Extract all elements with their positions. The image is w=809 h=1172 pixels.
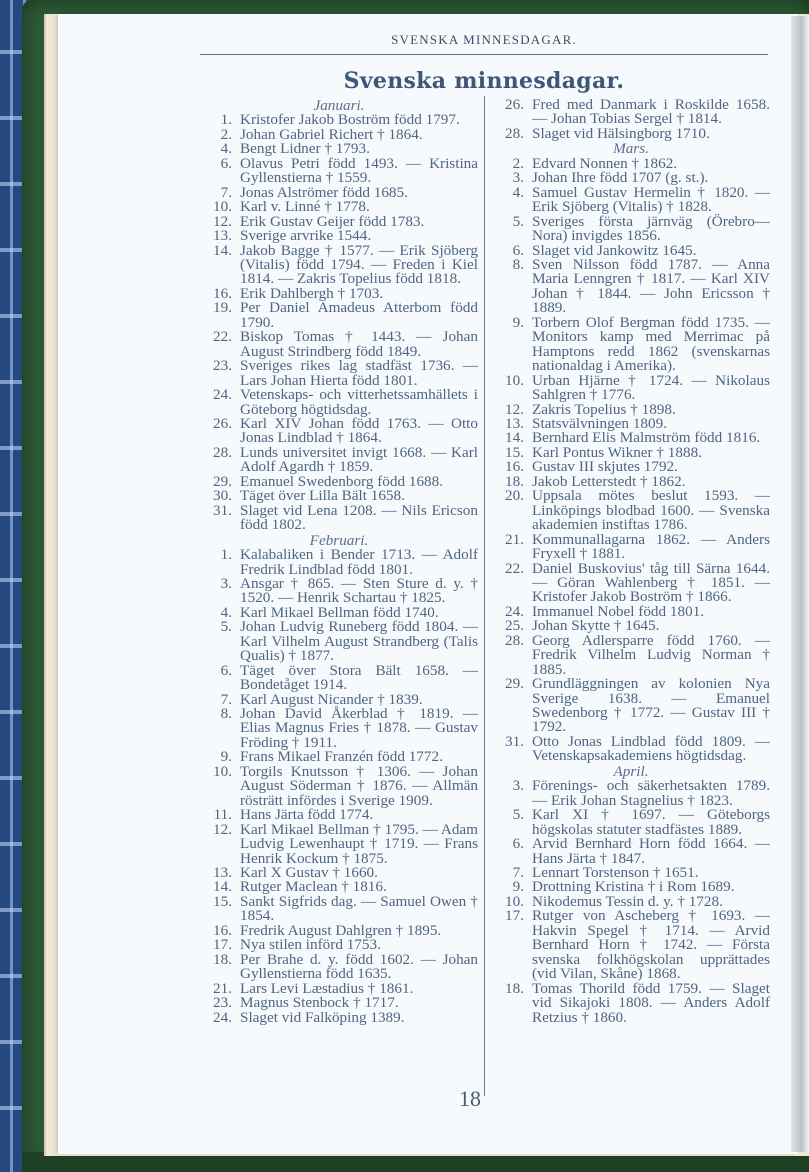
entry-text: Bengt Lidner † 1793. xyxy=(240,140,370,158)
entry-text: Karl v. Linné † 1778. xyxy=(240,198,370,216)
date-entry xyxy=(200,154,478,187)
entry-day: 1. xyxy=(220,546,232,564)
entry-text: Sven Nilsson född 1787. — Anna Maria Lenngren † 1817. — Karl XIV Johan † 1844. — John Ericsson † 1889. xyxy=(532,255,770,317)
date-entry xyxy=(492,255,770,317)
date-entry xyxy=(492,808,770,837)
entry-text: Nya stilen införd 1753. xyxy=(240,936,381,954)
entry-day: 28. xyxy=(505,124,524,142)
entry-text: Uppsala mötes beslut 1593. — Linköpings blodbad 1600. — Svenska akademien instiftas 1786. xyxy=(532,487,770,534)
left-column xyxy=(200,98,478,1025)
entry-day: 3. xyxy=(220,574,232,592)
entry-text: Zakris Topelius † 1898. xyxy=(532,400,676,418)
entry-day: 28. xyxy=(213,443,232,461)
entry-text: Biskop Tomas † 1443. — Johan August Strindberg född 1849. xyxy=(240,328,478,360)
entry-text: Kalabaliken i Bender 1713. — Adolf Fredrik Lindblad född 1801. xyxy=(240,546,478,578)
month-heading: Mars. xyxy=(613,140,649,158)
entry-day: 6. xyxy=(512,835,524,853)
entry-text: Edvard Nonnen † 1862. xyxy=(532,154,678,172)
entry-day: 22. xyxy=(505,559,524,577)
date-entry xyxy=(200,330,478,359)
entry-day: 18. xyxy=(505,979,524,997)
entry-day: 20. xyxy=(505,487,524,505)
right-column xyxy=(492,98,770,1025)
entry-text: Karl X Gustav † 1660. xyxy=(240,864,378,882)
entry-day: 4. xyxy=(220,603,232,621)
page-fore-edge xyxy=(791,16,809,1152)
entry-text: Johan David Åkerblad † 1819. — Elias Magnus Fries † 1878. — Gustav Fröding † 1911. xyxy=(240,705,478,751)
entry-day: 29. xyxy=(213,472,232,490)
date-entry xyxy=(492,979,770,1026)
entry-text: Vetenskaps- och vitterhetssamhällets i Göteborg högtidsdag. xyxy=(240,386,478,418)
date-entry xyxy=(492,124,770,142)
entry-text: Rutger von Ascheberg † 1693. — Hakvin Spegel † 1714. — Arvid Bernhard Horn † 1742. — Första svenska folkhögskolan upprättades (vid Vilan, Skåne) 1868. xyxy=(532,907,770,983)
entry-text: Georg Adlersparre född 1760. — Fredrik Vilhelm Ludvig Norman † 1885. xyxy=(532,631,770,678)
entry-text: Karl XIV Johan född 1763. — Otto Jonas Lindblad † 1864. xyxy=(240,414,478,447)
date-entry xyxy=(200,574,478,607)
entry-day: 13. xyxy=(213,864,232,882)
date-entry xyxy=(492,489,770,532)
entry-day: 19. xyxy=(213,299,232,317)
entry-day: 7. xyxy=(220,183,232,201)
entry-day: 13. xyxy=(213,227,232,245)
entry-text: Torbern Olof Bergman född 1735. — Monitors kamp med Merrimac på Hamptons redd 1862 (svenskarnas nationaldag i Amerika). xyxy=(532,313,770,375)
entry-day: 13. xyxy=(505,414,524,432)
month-heading: April. xyxy=(613,762,649,780)
entry-text: Nikodemus Tessin d. y. † 1728. xyxy=(532,892,723,910)
entry-text: Ansgar † 865. — Sten Sture d. y. † 1520. — Henrik Schartau † 1825. xyxy=(240,574,478,607)
entry-day: 8. xyxy=(512,255,524,273)
entry-text: Slaget vid Jankowitz 1645. xyxy=(532,241,697,259)
date-entry xyxy=(200,501,478,534)
entry-day: 10. xyxy=(213,198,232,216)
entry-day: 12. xyxy=(505,400,524,418)
entry-text: Johan Skytte † 1645. xyxy=(532,617,660,635)
entry-text: Kristofer Jakob Boström född 1797. xyxy=(240,111,460,129)
entry-text: Sverige arvrike 1544. xyxy=(240,227,372,245)
entry-day: 10. xyxy=(505,371,524,389)
entry-text: Sveriges första järnväg (Örebro—Nora) invigdes 1856. xyxy=(532,212,770,245)
entry-text: Kommunallagarna 1862. — Anders Fryxell † 1881. xyxy=(532,530,770,563)
entry-day: 25. xyxy=(505,617,524,635)
entry-text: Karl August Nicander † 1839. xyxy=(240,690,423,708)
entry-text: Jakob Bagge † 1577. — Erik Sjöberg (Vitalis) född 1794. — Freden i Kiel 1814. — Zakris Topelius född 1818. xyxy=(240,241,478,288)
entry-day: 3. xyxy=(512,777,524,795)
entry-text: Lars Levi Læstadius † 1861. xyxy=(240,979,414,997)
month-heading: Februari. xyxy=(309,531,369,549)
date-entry xyxy=(492,631,770,678)
entry-day: 1. xyxy=(220,111,232,129)
entry-day: 31. xyxy=(505,732,524,750)
entry-day: 28. xyxy=(505,631,524,649)
entry-day: 7. xyxy=(220,690,232,708)
date-entry xyxy=(492,212,770,245)
entry-text: Emanuel Swedenborg född 1688. xyxy=(240,472,444,490)
date-entry xyxy=(492,779,770,808)
entry-day: 21. xyxy=(505,530,524,548)
entry-text: Slaget vid Lena 1208. — Nils Ericson född 1802. xyxy=(240,501,478,534)
entry-day: 16. xyxy=(213,284,232,302)
entry-text: Täget över Lilla Bält 1658. xyxy=(240,487,405,505)
entry-day: 3. xyxy=(512,169,524,187)
date-entry xyxy=(200,443,478,476)
entry-day: 26. xyxy=(505,96,524,113)
entry-day: 18. xyxy=(213,950,232,968)
entry-day: 31. xyxy=(213,501,232,519)
entry-text: Hans Järta född 1774. xyxy=(240,806,374,824)
entry-text: Torgils Knutsson † 1306. — Johan August Söderman † 1876. — Allmän rösträtt infördes i Sverige 1909. xyxy=(240,762,478,809)
entry-text: Per Brahe d. y. född 1602. — Johan Gyllenstierna född 1635. xyxy=(240,950,478,983)
entry-day: 4. xyxy=(220,140,232,158)
date-entry xyxy=(492,530,770,563)
entry-text: Slaget vid Falköping 1389. xyxy=(240,1008,405,1026)
entry-day: 6. xyxy=(220,661,232,679)
entry-day: 15. xyxy=(505,443,524,461)
entry-text: Grundläggningen av kolonien Nya Sverige 1638. — Emanuel Swedenborg † 1772. — Gustav III † 1792. xyxy=(532,675,770,736)
date-entry xyxy=(492,183,770,216)
entry-text: Täget över Stora Bält 1658. — Bondetåget 1914. xyxy=(240,661,478,694)
entry-text: Sankt Sigfrids dag. — Samuel Owen † 1854. xyxy=(240,892,478,925)
entry-text: Jakob Letterstedt † 1862. xyxy=(532,472,686,490)
entry-day: 6. xyxy=(220,154,232,172)
entry-text: Fredrik August Dahlgren † 1895. xyxy=(240,921,442,939)
entry-text: Sveriges rikes lag stadfäst 1736. — Lars Johan Hierta född 1801. xyxy=(240,357,478,389)
date-entry xyxy=(492,98,770,127)
entry-text: Johan Gabriel Richert † 1864. xyxy=(240,125,423,143)
entry-day: 16. xyxy=(505,458,524,476)
entry-text: Statsvälvningen 1809. xyxy=(532,414,667,432)
running-head: SVENSKA MINNESDAGAR. xyxy=(391,32,577,47)
date-entry xyxy=(492,371,770,404)
entry-day: 24. xyxy=(505,602,524,620)
entry-text: Per Daniel Amadeus Atterbom född 1790. xyxy=(240,299,478,331)
entry-day: 2. xyxy=(512,154,524,172)
entry-text: Rutger Maclean † 1816. xyxy=(240,878,387,896)
entry-day: 6. xyxy=(512,241,524,259)
date-entry xyxy=(200,762,478,809)
date-entry xyxy=(492,732,770,765)
date-entry xyxy=(200,707,478,750)
entry-day: 18. xyxy=(505,472,524,490)
entry-day: 2. xyxy=(220,125,232,143)
entry-text: Olavus Petri född 1493. — Kristina Gyllenstierna † 1559. xyxy=(240,154,478,187)
entry-text: Karl Pontus Wikner † 1888. xyxy=(532,443,702,461)
date-entry xyxy=(200,950,478,983)
entry-text: Gustav III skjutes 1792. xyxy=(532,458,678,476)
entry-text: Daniel Buskovius' tåg till Särna 1644. — Göran Wahlenberg † 1851. — Kristofer Jakob Boström † 1866. xyxy=(532,559,770,606)
entry-text: Drottning Kristina † i Rom 1689. xyxy=(532,878,735,896)
date-entry xyxy=(200,548,478,577)
entry-text: Jonas Alströmer född 1685. xyxy=(240,183,408,201)
entry-text: Urban Hjärne † 1724. — Nikolaus Sahlgren † 1776. xyxy=(532,371,770,404)
date-entry xyxy=(200,620,478,663)
date-entry xyxy=(200,241,478,288)
entry-text: Arvid Bernhard Horn född 1664. — Hans Järta † 1847. xyxy=(532,835,770,867)
date-entry xyxy=(492,559,770,606)
entry-day: 17. xyxy=(213,936,232,954)
entry-text: Samuel Gustav Hermelin † 1820. — Erik Sjöberg (Vitalis) † 1828. xyxy=(532,183,770,216)
entry-text: Förenings- och säkerhetsakten 1789. — Erik Johan Stagnelius † 1823. xyxy=(532,777,770,809)
entry-day: 9. xyxy=(512,313,524,331)
date-entry xyxy=(200,388,478,417)
entry-day: 21. xyxy=(213,979,232,997)
entry-text: Magnus Stenbock † 1717. xyxy=(240,994,399,1012)
entry-day: 9. xyxy=(512,878,524,896)
entry-day: 24. xyxy=(213,386,232,404)
entry-text: Lunds universitet invigt 1668. — Karl Adolf Agardh † 1859. xyxy=(240,443,478,476)
date-entry xyxy=(200,1008,478,1026)
column-divider xyxy=(484,96,485,1096)
entry-text: Erik Dahlbergh † 1703. xyxy=(240,284,384,302)
entry-text: Erik Gustav Geijer född 1783. xyxy=(240,212,425,230)
entry-day: 16. xyxy=(213,921,232,939)
entry-day: 10. xyxy=(505,892,524,910)
entry-day: 26. xyxy=(213,414,232,432)
entry-day: 14. xyxy=(213,878,232,896)
entry-day: 15. xyxy=(213,892,232,910)
entry-text: Slaget vid Hälsingborg 1710. xyxy=(532,124,710,142)
entry-text: Lennart Torstenson † 1651. xyxy=(532,864,699,882)
entry-text: Bernhard Elis Malmström född 1816. xyxy=(532,429,761,447)
date-entry xyxy=(200,359,478,388)
date-entry xyxy=(200,301,478,330)
entry-day: 23. xyxy=(213,994,232,1012)
entry-day: 7. xyxy=(512,864,524,882)
entry-day: 10. xyxy=(213,762,232,780)
page-number: 18 xyxy=(459,1086,481,1111)
date-entry xyxy=(492,837,770,866)
date-entry xyxy=(200,661,478,694)
month-heading: Januari. xyxy=(313,97,365,114)
entry-day: 14. xyxy=(213,241,232,259)
entry-day: 22. xyxy=(213,328,232,346)
entry-text: Tomas Thorild född 1759. — Slaget vid Sikajoki 1808. — Anders Adolf Retzius † 1860. xyxy=(532,979,770,1026)
date-entry xyxy=(200,414,478,447)
entry-text: Johan Ihre född 1707 (g. st.). xyxy=(532,169,709,187)
date-entry xyxy=(200,820,478,867)
entry-day: 14. xyxy=(505,429,524,447)
entry-day: 29. xyxy=(505,675,524,693)
entry-day: 8. xyxy=(220,705,232,723)
entry-day: 12. xyxy=(213,212,232,230)
entry-text: Frans Mikael Franzén född 1772. xyxy=(240,748,443,766)
entry-day: 23. xyxy=(213,357,232,375)
entry-day: 5. xyxy=(220,618,232,636)
date-entry xyxy=(492,677,770,735)
entry-text: Karl Mikael Bellman född 1740. xyxy=(240,603,439,621)
date-entry xyxy=(200,892,478,925)
date-entry xyxy=(492,909,770,981)
entry-text: Fred med Danmark i Roskilde 1658. — Johan Tobias Sergel † 1814. xyxy=(532,96,770,128)
entry-text: Immanuel Nobel född 1801. xyxy=(532,602,705,620)
entry-text: Karl Mikael Bellman † 1795. — Adam Ludvig Lewenhaupt † 1719. — Frans Henrik Kockum † 1875. xyxy=(240,820,478,867)
date-entry xyxy=(492,313,770,375)
entry-day: 5. xyxy=(512,806,524,824)
entry-day: 24. xyxy=(213,1008,232,1026)
entry-day: 4. xyxy=(512,183,524,201)
entry-text: Otto Jonas Lindblad född 1809. — Vetenskapsakademiens högtidsdag. xyxy=(532,732,770,765)
entry-text: Karl XI † 1697. — Göteborgs högskolas statuter stadfästes 1889. xyxy=(532,806,770,838)
entry-day: 5. xyxy=(512,212,524,230)
entry-text: Johan Ludvig Runeberg född 1804. — Karl Vilhelm August Strandberg (Talis Qualis) † 1877. xyxy=(240,618,478,665)
page-title: Svenska minnesdagar. xyxy=(343,68,625,94)
entry-day: 9. xyxy=(220,748,232,766)
header-rule xyxy=(200,54,768,55)
entry-day: 17. xyxy=(505,907,524,925)
entry-day: 11. xyxy=(213,806,232,824)
entry-day: 30. xyxy=(213,487,232,505)
entry-day: 12. xyxy=(213,820,232,838)
